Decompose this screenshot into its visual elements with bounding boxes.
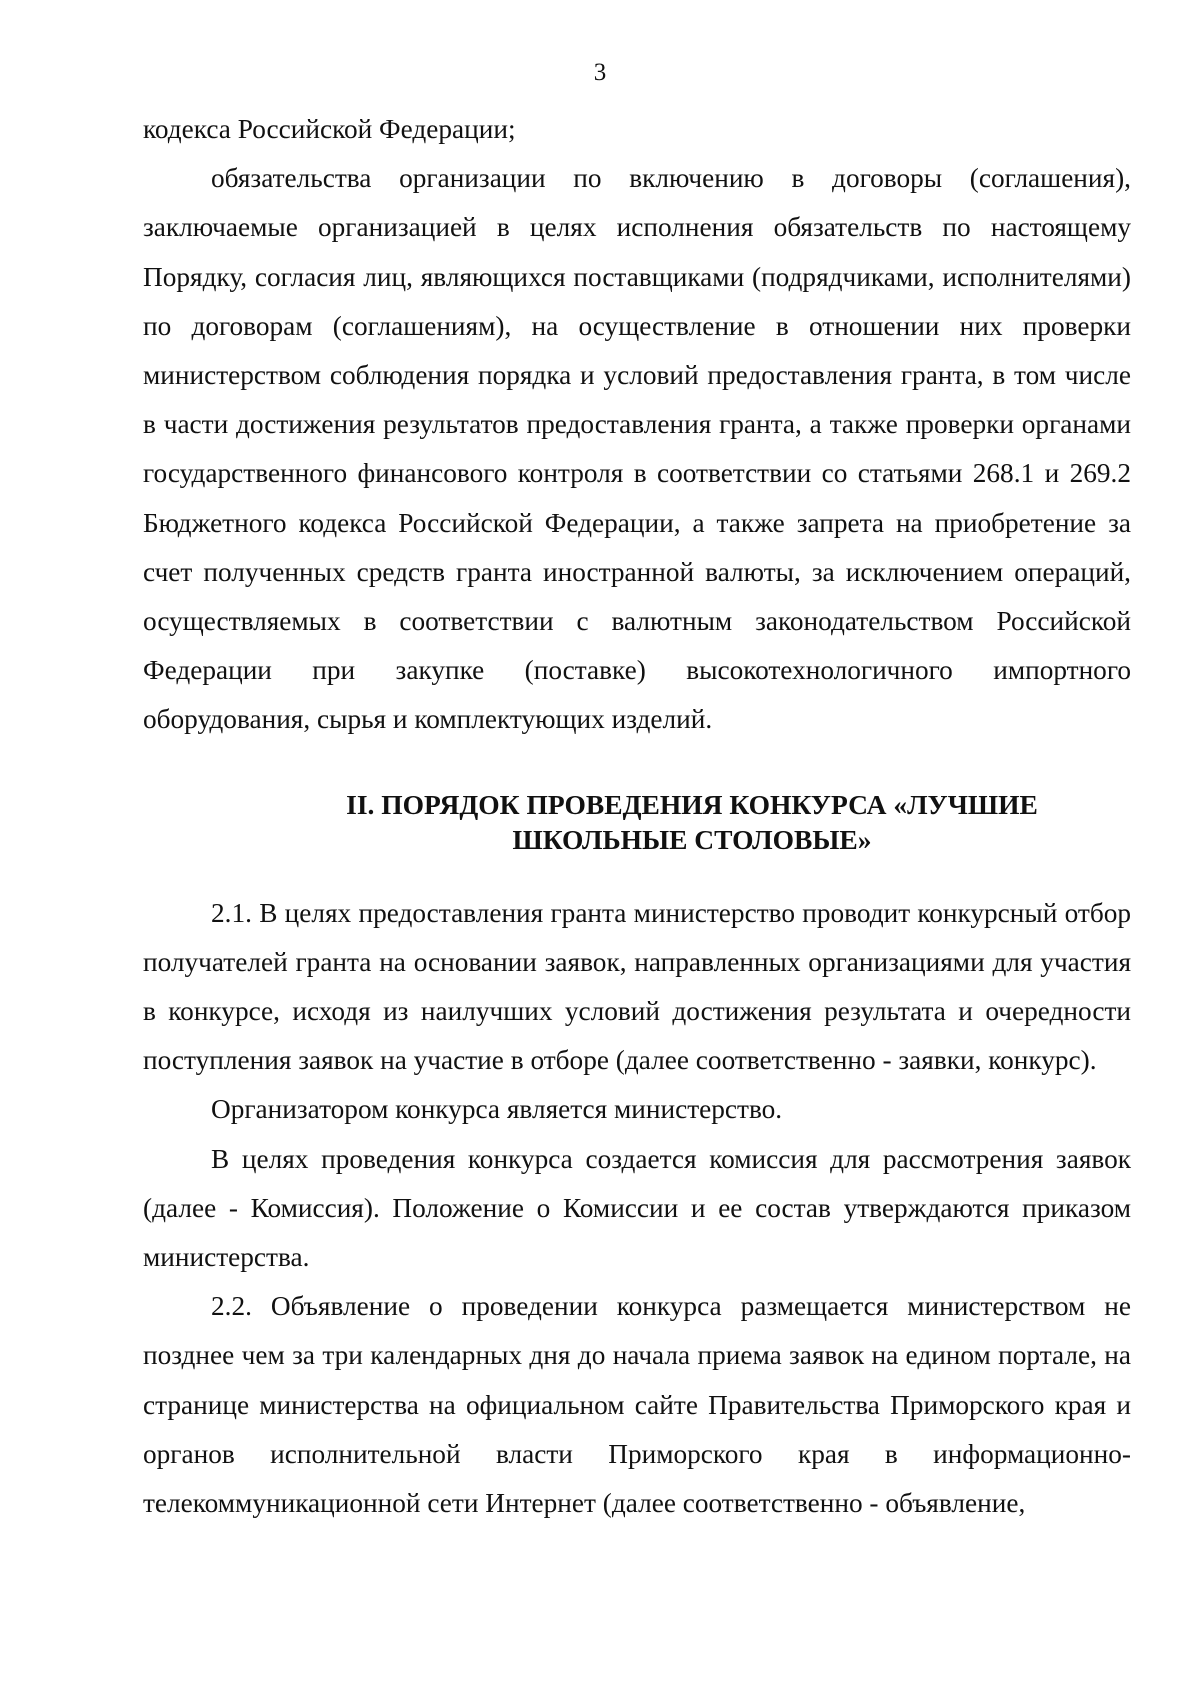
paragraph-continuation: кодекса Российской Федерации; xyxy=(143,114,516,144)
document-body xyxy=(143,105,1131,1528)
section-heading-line-1: II. ПОРЯДОК ПРОВЕДЕНИЯ КОНКУРСА «ЛУЧШИЕ xyxy=(346,788,1038,820)
paragraph-2-1: 2.1. В целях предоставления гранта министерство проводит конкурсный отбор получателей гранта на основании заявок, направленных организациями для участия в конкурсе, исходя из наилучших условий достижения результата и очередности поступления заявок на участие в отборе (далее соответственно - заявки, конкурс). xyxy=(143,897,1131,1076)
paragraph-organizer: Организатором конкурса является министерство. xyxy=(211,1094,783,1125)
section-heading-line-2: ШКОЛЬНЫЕ СТОЛОВЫЕ» xyxy=(512,823,872,855)
paragraph-obligations: обязательства организации по включению в договоры (соглашения), заключаемые организацией в целях исполнения обязательств по настоящему Порядку, согласия лиц, являющихся поставщиками (подрядчиками, исполнителями) по договорам (соглашениям), на осуществление в отношении них проверки министерством соблюдения порядка и условий предоставления гранта, в том числе в части достижения результатов предоставления гранта, а также проверки органами государственного финансового контроля в соответствии со статьями 268.1 и 269.2 Бюджетного кодекса Российской Федерации, а также запрета на приобретение за счет полученных средств гранта иностранной валюты, за исключением операций, осуществляемых в соответствии с валютным законодательством Российской Федерации при закупке (поставке) высокотехнологичного импортного оборудования, сырья и комплектующих изделий. xyxy=(143,163,1131,735)
paragraph-commission: В целях проведения конкурса создается комиссия для рассмотрения заявок (далее - Комиссия). Положение о Комиссии и ее состав утверждаются приказом министерства. xyxy=(143,1143,1131,1273)
page-number: 3 xyxy=(593,59,607,86)
section-heading xyxy=(143,787,1131,857)
paragraph-2-2: 2.2. Объявление о проведении конкурса размещается министерством не позднее чем за три календарных дня до начала приема заявок на едином портале, на странице министерства на официальном сайте Правительства Приморского края и органов исполнительной власти Приморского края в информационно-телекоммуникационной сети Интернет (далее соответственно - объявление, xyxy=(143,1291,1131,1519)
